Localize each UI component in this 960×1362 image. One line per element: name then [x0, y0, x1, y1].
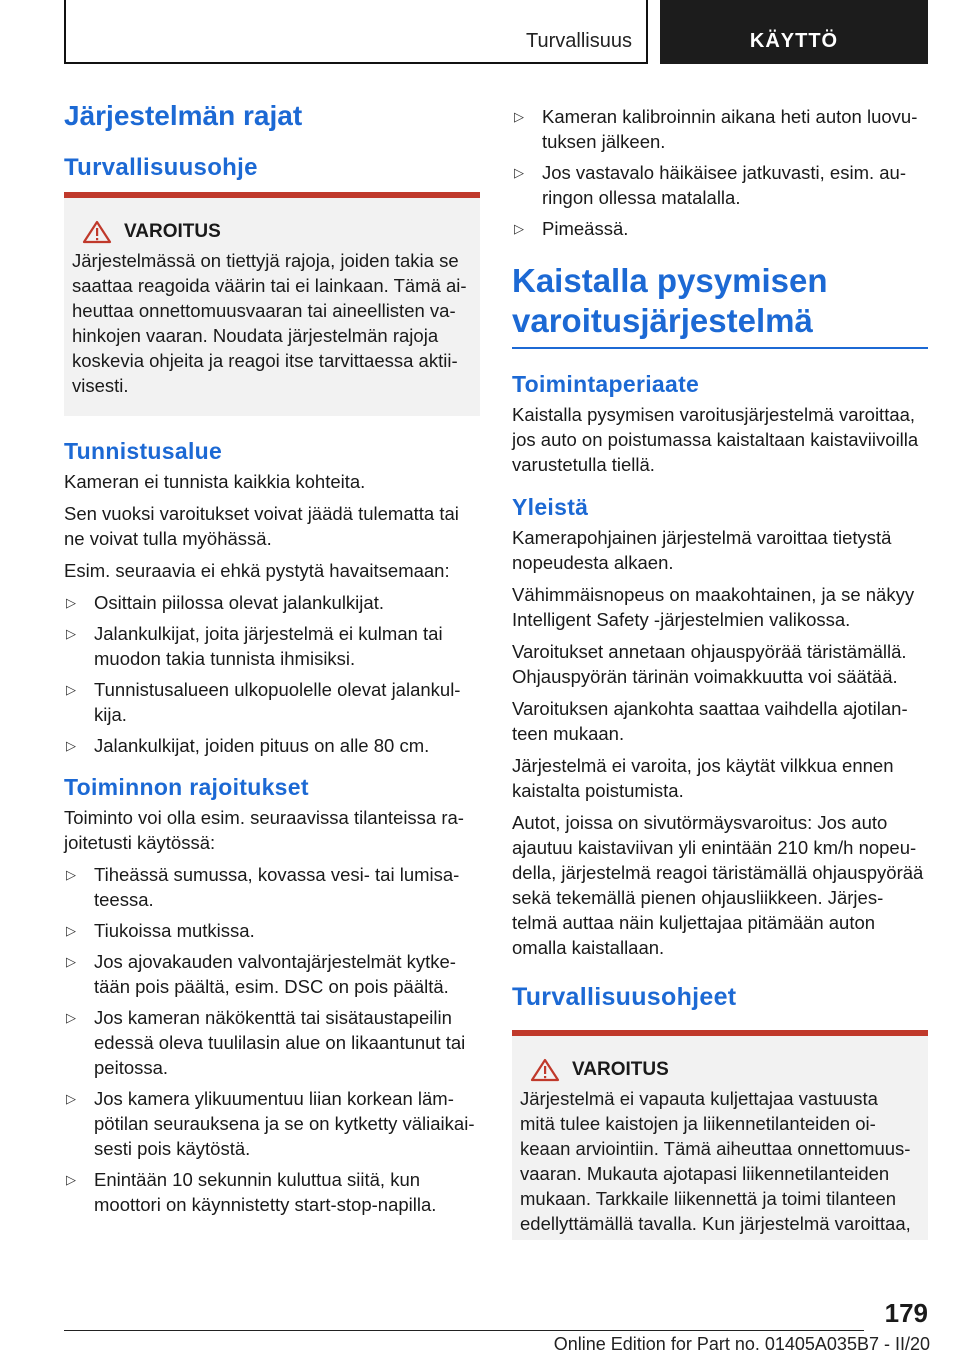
list-item: ▷ Tunnistusalueen ulkopuolelle olevat jalankul- kija. [66, 679, 461, 725]
bullet-triangle-icon: ▷ [66, 1091, 76, 1106]
list-item: ▷ Osittain piilossa olevat jalankulkijat. [66, 592, 384, 613]
warning-triangle-icon [530, 1058, 560, 1082]
page-title: Järjestelmän rajat [64, 100, 303, 131]
warning-line: vaaran. Mukauta ajotapasi liikennetilanteiden [520, 1163, 890, 1184]
warning-line: saattaa reagoida väärin tai ei lainkaan. Tämä ai- [72, 275, 467, 296]
list-item: ▷ Jalankulkijat, joita järjestelmä ei kulman tai muodon takia tunnista ihmisiksi. [66, 623, 443, 669]
warning-title-text: VAROITUS [572, 1059, 669, 1080]
bullet-triangle-icon: ▷ [66, 626, 76, 641]
list-item: ▷ Tiheässä sumussa, kovassa vesi- tai lumisa- teessa. [66, 864, 460, 910]
warning-line: heuttaa onnettomuusvaaran tai aineellisten va- [72, 300, 456, 321]
detection-heading: Tunnistusalue [64, 438, 223, 464]
paragraph: Autot, joissa on sivutörmäysvaroitus: Jos auto ajautuu kaistaviivan yli enintään 210 km/h nopeu- della, järjestelmä reagoi täristämällä ohjauspyörää sekä tekemällä pienen ohjausliikkeen. Järjes- telmä auttaa näin kuljettajaa pitämään auton omalla kaistallaan. [512, 812, 924, 958]
warning-box [64, 192, 480, 416]
warning-line: keaan arviointiin. Tämä aiheuttaa onnettomuus- [520, 1138, 911, 1159]
warning-line: Järjestelmässä on tiettyjä rajoja, joiden takia se [72, 250, 459, 271]
list-item: ▷ Kameran kalibroinnin aikana heti auton luovu- tuksen jälkeen. [514, 106, 918, 152]
section-label: Turvallisuus [526, 30, 632, 52]
general-heading: Yleistä [512, 494, 589, 520]
paragraph: Esim. seuraavia ei ehkä pystytä havaitsemaan: [64, 560, 450, 581]
list-item: ▷ Jos kamera ylikuumentuu liian korkean läm- pötilan seurauksena ja se on kytketty väliaikai- sesti pois käytöstä. [66, 1088, 475, 1159]
list-item: ▷ Tiukoissa mutkissa. [66, 920, 255, 941]
list-item: ▷ Jalankulkijat, joiden pituus on alle 80 cm. [66, 735, 430, 756]
warning-line: mitä tulee kaistojen ja liikennetilanteiden oi- [520, 1113, 876, 1134]
bullet-triangle-icon: ▷ [514, 165, 524, 180]
chapter-label: KÄYTTÖ [749, 30, 839, 52]
paragraph: Varoituksen ajankohta saattaa vaihdella ajotilan- teen mukaan. [512, 698, 908, 744]
warning-title-text: VAROITUS [124, 221, 221, 242]
chapter-tab [660, 0, 928, 64]
safety-heading: Turvallisuusohje [64, 154, 258, 181]
bullet-triangle-icon: ▷ [66, 1010, 76, 1025]
right-column [512, 104, 928, 1240]
bullet-triangle-icon: ▷ [66, 595, 76, 610]
bullet-triangle-icon: ▷ [66, 867, 76, 882]
footer-text: Online Edition for Part no. 01405A035B7 - II/20 [553, 1334, 930, 1354]
footer-divider [64, 1330, 864, 1331]
warning-line: koskevia ohjeita ja reagoi itse tarvittaessa aktii- [72, 350, 458, 371]
list-item: ▷ Pimeässä. [514, 218, 629, 239]
paragraph: Kameran ei tunnista kaikkia kohteita. [64, 471, 366, 492]
warning-box-right [512, 1030, 928, 1240]
list-item: ▷ Jos kameran näkökenttä tai sisätaustapeilin edessä oleva tuulilasin alue on likaantunut tai peitossa. [66, 1007, 466, 1078]
warning-title [72, 220, 472, 244]
detection-list [64, 590, 480, 758]
limits-heading: Toiminnon rajoitukset [64, 774, 309, 800]
paragraph: Sen vuoksi varoitukset voivat jäädä tulematta tai ne voivat tulla myöhässä. [64, 503, 459, 549]
warning-title [520, 1058, 920, 1082]
principle-heading: Toimintaperiaate [512, 371, 700, 397]
bullet-triangle-icon: ▷ [514, 109, 524, 124]
list-item: ▷ Jos ajovakauden valvontajärjestelmät kytke- tään pois päältä, esim. DSC on pois päältä. [66, 951, 456, 997]
paragraph: Kamerapohjainen järjestelmä varoittaa tietystä nopeudesta alkaen. [512, 527, 892, 573]
bullet-triangle-icon: ▷ [66, 923, 76, 938]
bullet-triangle-icon: ▷ [66, 1172, 76, 1187]
safety-heading-right: Turvallisuusohjeet [512, 983, 737, 1011]
page-header [64, 0, 928, 64]
warning-line: hinkojen vaaran. Noudata järjestelmän rajoja [72, 325, 439, 346]
warning-line: visesti. [72, 375, 129, 396]
paragraph: Järjestelmä ei varoita, jos käytät vilkkua ennen kaistalta poistumista. [512, 755, 894, 801]
list-item: ▷ Enintään 10 sekunnin kuluttua siitä, kun moottori on käynnistetty start-stop-napilla. [66, 1169, 437, 1215]
paragraph: Kaistalla pysymisen varoitusjärjestelmä varoittaa, jos auto on poistumassa kaistaltaan kaistaviivoilla varustetulla tiellä. [512, 404, 919, 475]
limits-list [64, 862, 480, 1217]
left-column [64, 100, 480, 1223]
warning-line: mukaan. Tarkkaile liikennettä ja toimi tilanteen [520, 1188, 897, 1209]
bullet-triangle-icon: ▷ [66, 954, 76, 969]
paragraph: Varoitukset annetaan ohjauspyörää täristämällä. Ohjauspyörän tärinän voimakkuutta voi säätää. [512, 641, 907, 687]
section-title: Kaistalla pysymisen varoitusjärjestelmä [512, 261, 928, 349]
paragraph: Toiminto voi olla esim. seuraavissa tilanteissa ra- joitetusti käytössä: [64, 807, 464, 853]
section-tab [64, 0, 648, 64]
warning-line: Järjestelmä ei vapauta kuljettajaa vastuusta [520, 1088, 878, 1109]
bullet-triangle-icon: ▷ [66, 682, 76, 697]
warning-line: edellyttämällä tavalla. Kun järjestelmä varoittaa, [520, 1213, 911, 1234]
limits-list-continued [512, 104, 928, 241]
bullet-triangle-icon: ▷ [66, 738, 76, 753]
list-item: ▷ Jos vastavalo häikäisee jatkuvasti, esim. au- ringon ollessa matalalla. [514, 162, 907, 208]
paragraph: Vähimmäisnopeus on maakohtainen, ja se näkyy Intelligent Safety -järjestelmien valikossa. [512, 584, 915, 630]
warning-triangle-icon [82, 220, 112, 244]
bullet-triangle-icon: ▷ [514, 221, 524, 236]
page-number: 179 [884, 1298, 928, 1328]
